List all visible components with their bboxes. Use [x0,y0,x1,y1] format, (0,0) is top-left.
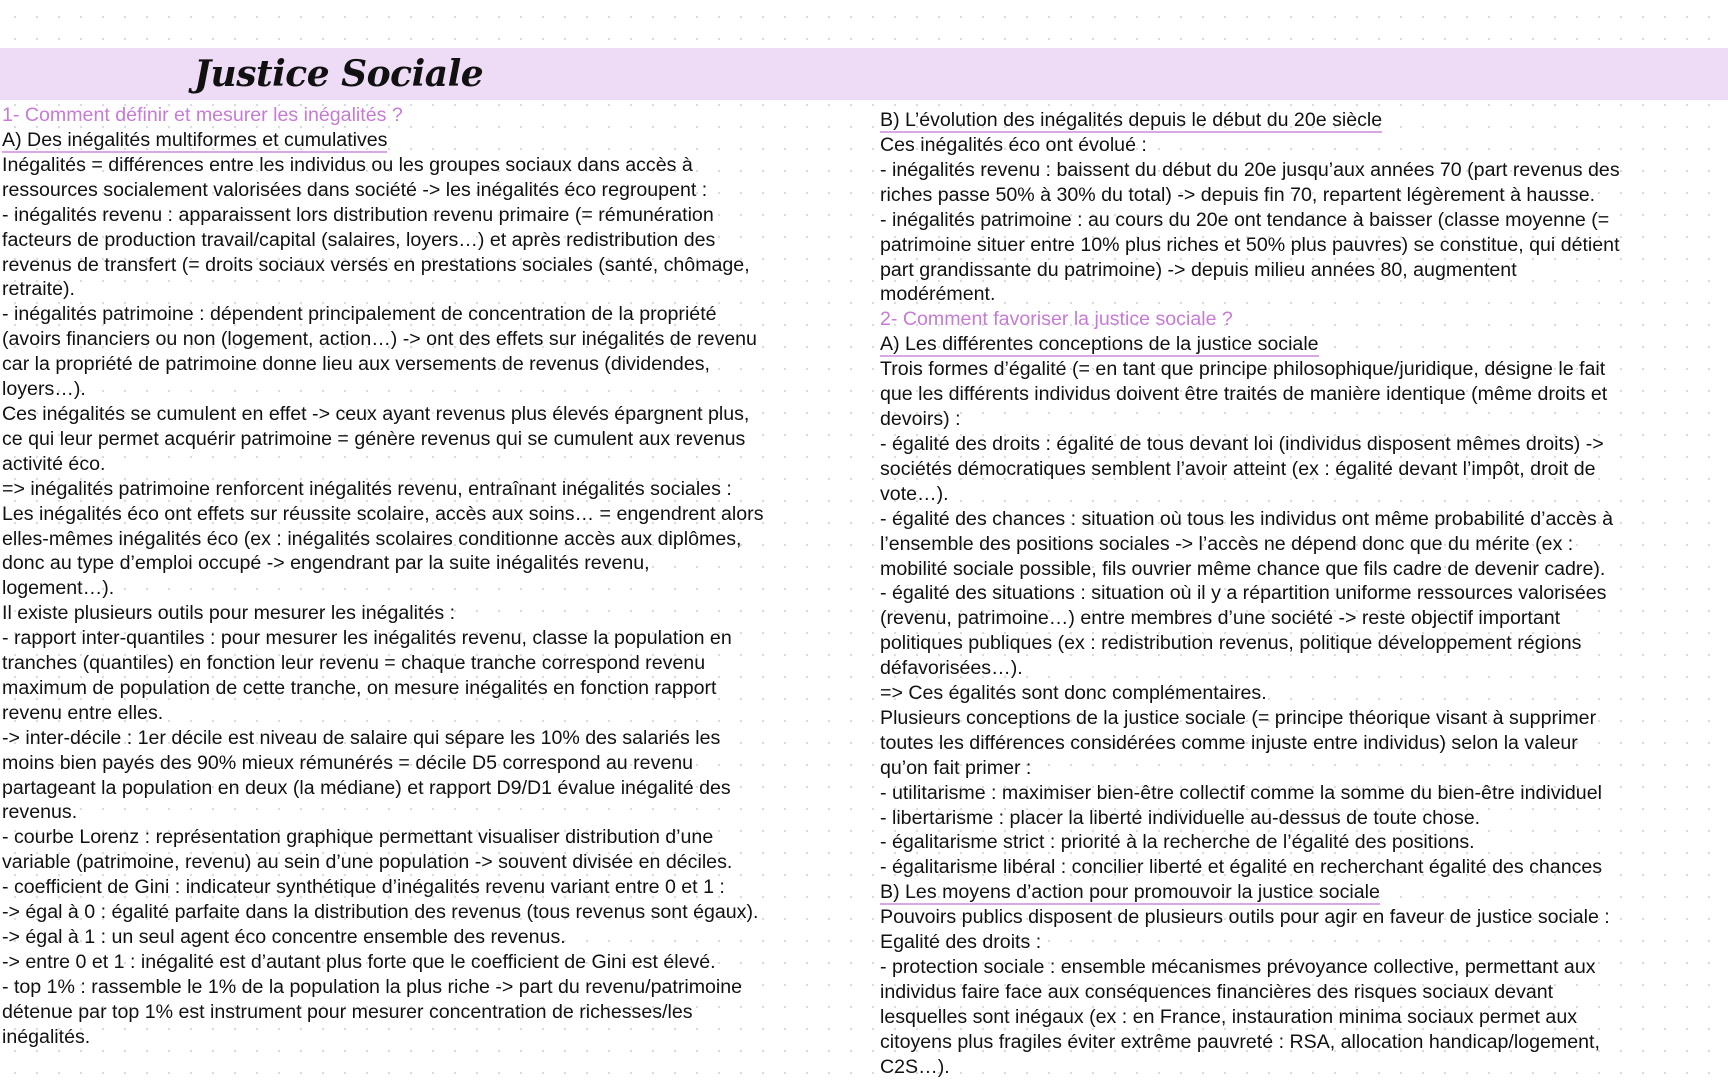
text-line [2,825,852,850]
text-line [2,601,852,626]
text-line [880,258,1725,283]
text-line-content: individus faire face aux conséquences financières des risques sociaux devant [880,981,1554,1003]
text-line [2,502,852,527]
text-line-content: Inégalités = différences entre les individus ou les groupes sociaux dans accès à [2,153,693,176]
text-line [880,855,1725,880]
text-line-content: citoyens plus fragiles éviter extrême pauvreté : RSA, allocation handicap/logement, [880,1030,1600,1053]
text-line-content: -> égal à 0 : égalité parfaite dans la distribution des revenus (tous revenus sont égaux). [2,901,759,924]
text-line [2,1000,852,1025]
page-title: Justice Sociale [194,53,484,95]
text-line-content: logement…). [2,577,115,600]
text-line-content: activité éco. [2,452,106,475]
text-line [880,158,1725,183]
text-line [2,327,852,352]
text-line [880,557,1725,582]
text-line-content: Ces inégalités éco ont évolué : [880,134,1147,156]
subsection-heading-text: B) L’évolution des inégalités depuis le début du 20e siècle [880,109,1383,131]
text-line-content: => Ces égalités sont donc complémentaires. [880,682,1267,705]
text-line-content: loyers…). [2,378,86,401]
text-line-content: Trois formes d’égalité (= en tant que principe philosophique/juridique, désigne le fait [880,358,1606,381]
text-line-content: - inégalités revenu : baissent du début du 20e jusqu’aux années 70 (part revenus des [880,158,1620,181]
text-line-content: politiques publiques (ex : redistribution revenus, politique développement régions [880,632,1582,655]
section-question-text: 2- Comment favoriser la justice sociale ? [880,308,1233,331]
text-line-content: - coefficient de Gini : indicateur synthétique d’inégalités revenu variant entre 0 et 1 : [2,876,725,899]
text-line [2,850,852,875]
text-line-content: variable (patrimoine, revenu) au sein d’une population -> souvent divisée en déciles. [2,851,733,874]
text-line-content: devoirs) : [880,408,961,431]
text-line-content: -> égal à 1 : un seul agent éco concentre ensemble des revenus. [2,926,566,948]
text-line [2,277,852,302]
text-line [2,377,852,402]
text-line [880,631,1725,656]
text-line-content: défavorisées…). [880,657,1023,680]
text-line-content: que les différents individus doivent être traités de manière identique (même droits et [880,383,1608,406]
text-line [2,427,852,452]
text-line-content: riches passe 50% à 30% du total) -> depuis fin 70, repartent légèrement à hausse. [880,183,1596,206]
text-line [2,352,852,377]
text-line [2,776,852,801]
text-line [2,676,852,701]
text-line-content: mobilité sociale possible, fils ouvrier même chance que fils cadre de devenir cadre). [880,557,1606,580]
text-line-content: partageant la population en deux (la médiane) et rapport D9/D1 évalue inégalité des [2,776,731,799]
text-line [880,606,1725,631]
text-line [2,253,852,278]
text-line [880,407,1725,432]
text-line-content: Egalité des droits : [880,931,1042,954]
text-line-content: modérément. [880,283,996,306]
text-line-content: - inégalités revenu : apparaissent lors distribution revenu primaire (= rémunération [2,203,714,226]
text-line [2,800,852,825]
text-line-content: - utilitarisme : maximiser bien-être collectif comme la somme du bien-être individuel [880,781,1602,804]
text-line [880,955,1725,980]
text-line [2,203,852,228]
text-line [880,1030,1725,1055]
subsection-heading [880,332,1725,357]
text-line-content: - top 1% : rassemble le 1% de la population la plus riche -> part du revenu/patrimoine [2,975,743,998]
text-line-content: - égalitarisme libéral : concilier liberté et égalité en recherchant égalité des chances [880,856,1603,879]
text-line-content: lesquelles sont inégaux (ex : en France, instauration minima sociaux permet aux [880,1005,1578,1028]
text-line [2,178,852,203]
subsection-heading [880,880,1725,905]
text-line [880,357,1725,382]
text-line-content: tranches (quantiles) en fonction leur revenu = chaque tranche correspond revenu [2,652,706,675]
text-line-content: donc au type d’emploi occupé -> engendrant par la suite inégalités revenu, [2,552,650,575]
text-line [2,1025,852,1050]
text-line [880,282,1725,307]
text-line-content: Plusieurs conceptions de la justice sociale (= principe théorique visant à supprimer [880,706,1597,729]
text-line [880,382,1725,407]
text-line [2,551,852,576]
text-line-content: - inégalités patrimoine : dépendent principalement de concentration de la propriété [2,303,717,326]
text-line [880,806,1725,831]
text-line [880,781,1725,806]
text-line-content: qu’on fait primer : [880,756,1032,779]
text-line [880,756,1725,781]
text-line-content: - égalité des droits : égalité de tous devant loi (individus disposent mêmes droits) -> [880,432,1604,455]
text-line [880,706,1725,731]
section-question [880,307,1725,332]
text-line-content: revenu entre elles. [2,701,164,724]
text-line [880,905,1725,930]
text-line [2,701,852,726]
text-line [880,581,1725,606]
text-line-content: vote…). [880,482,949,505]
subsection-heading [880,108,1725,133]
right-column [880,108,1725,1080]
text-line [880,457,1725,482]
text-line-content: Pouvoirs publics disposent de plusieurs outils pour agir en faveur de justice sociale : [880,906,1610,929]
text-line-content: elles-mêmes inégalités éco (ex : inégalités scolaires conditionne accès aux diplômes, [2,527,742,550]
text-line [880,930,1725,955]
text-line-content: inégalités. [2,1025,91,1048]
text-line-content: facteurs de production travail/capital (salaires, loyers…) et après redistribution des [2,228,716,251]
text-line [880,731,1725,756]
text-line-content: - libertarisme : placer la liberté individuelle au-dessus de toute chose. [880,806,1481,829]
text-line-content: ce qui leur permet acquérir patrimoine = génère revenus qui se cumulent aux revenus [2,427,746,450]
text-line [880,482,1725,507]
text-line-content: ressources socialement valorisées dans société -> les inégalités éco regroupent : [2,178,708,201]
text-line [2,751,852,776]
text-line [2,925,852,950]
text-line [880,208,1725,233]
text-line [2,975,852,1000]
text-line [2,900,852,925]
text-line-content: détenue par top 1% est instrument pour mesurer concentration de richesses/les [2,1000,693,1023]
text-line [2,153,852,178]
text-line-content: - égalitarisme strict : priorité à la recherche de l’égalité des positions. [880,831,1475,854]
text-line-content: - égalité des situations : situation où il y a répartition uniforme ressources valorisées [880,582,1607,605]
subsection-heading-text: B) Les moyens d’action pour promouvoir la justice sociale [880,881,1380,904]
text-line [2,452,852,477]
text-line [2,950,852,975]
text-line-content: => inégalités patrimoine renforcent inégalités revenu, entraînant inégalités sociales : [2,477,732,500]
text-line-content: part grandissante du patrimoine) -> depuis milieu années 80, augmentent [880,258,1517,281]
subsection-heading [2,128,852,153]
section-question-text: 1- Comment définir et mesurer les inégalités ? [2,104,403,126]
text-line-content: Les inégalités éco ont effets sur réussite scolaire, accès aux soins… = engendrent alors [2,502,764,525]
text-line-content: (revenu, patrimoine…) entre membres d’une société -> reste objectif important [880,607,1561,630]
text-line-content: patrimoine situer entre 10% plus riches et 50% plus pauvres) se constitue, qui détient [880,233,1620,256]
text-line-content: maximum de population de cette tranche, on mesure inégalités en fonction rapport [2,676,717,699]
text-line-content: car la propriété de patrimoine donne lieu aux versements de revenus (dividendes, [2,353,710,376]
text-line-content: Ces inégalités se cumulent en effet -> ceux ayant revenus plus élevés épargnent plus, [2,402,750,425]
text-line-content: -> entre 0 et 1 : inégalité est d’autant plus forte que le coefficient de Gini est élevé. [2,950,716,973]
text-line [2,875,852,900]
text-line [880,233,1725,258]
text-line [880,507,1725,532]
text-line-content: l’ensemble des positions sociales -> l’accès ne dépend donc que du mérite (ex : [880,532,1574,555]
text-line [880,133,1725,158]
text-line-content: C2S…). [880,1055,950,1078]
text-line [880,532,1725,557]
text-line-content: moins bien payés des 90% mieux rémunérés = décile D5 correspond au revenu [2,751,694,774]
text-line-content: Il existe plusieurs outils pour mesurer les inégalités : [2,602,456,625]
subsection-heading-text: A) Des inégalités multiformes et cumulatives [2,128,388,151]
text-line [880,432,1725,457]
text-line [880,681,1725,706]
left-column [2,103,852,1050]
text-line-content: - inégalités patrimoine : au cours du 20e ont tendance à baisser (classe moyenne (= [880,208,1610,231]
text-line [880,183,1725,208]
text-line-content: (avoirs financiers ou non (logement, action…) -> ont des effets sur inégalités de revenu [2,328,757,351]
text-line [880,1055,1725,1080]
text-line-content: - protection sociale : ensemble mécanismes prévoyance collective, permettant aux [880,956,1596,979]
text-line-content: -> inter-décile : 1er décile est niveau de salaire qui sépare les 10% des salariés les [2,726,721,749]
text-line [2,402,852,427]
text-line-content: revenus de transfert (= droits sociaux versés en prestations sociales (santé, chômage, [2,253,750,276]
text-line [2,302,852,327]
subsection-heading-text: A) Les différentes conceptions de la justice sociale [880,333,1319,356]
text-line-content: revenus. [2,801,78,824]
text-line-content: - courbe Lorenz : représentation graphique permettant visualiser distribution d’une [2,826,714,849]
text-line [880,656,1725,681]
text-line-content: - égalité des chances : situation où tous les individus ont même probabilité d’accès à [880,507,1614,530]
text-line [2,527,852,552]
text-line [2,228,852,253]
text-line [2,651,852,676]
text-line-content: toutes les différences considérées comme injuste entre individus) selon la valeur [880,731,1578,754]
text-line [2,726,852,751]
text-line-content: sociétés démocratiques semblent l’avoir atteint (ex : égalité devant l’impôt, droit de [880,457,1596,480]
text-line [880,1005,1725,1030]
section-question [2,103,852,128]
text-line [2,626,852,651]
text-line [880,980,1725,1005]
text-line [2,477,852,502]
text-line [880,830,1725,855]
text-line [2,576,852,601]
text-line-content: - rapport inter-quantiles : pour mesurer les inégalités revenu, classe la population en [2,627,732,650]
text-line-content: retraite). [2,278,75,301]
